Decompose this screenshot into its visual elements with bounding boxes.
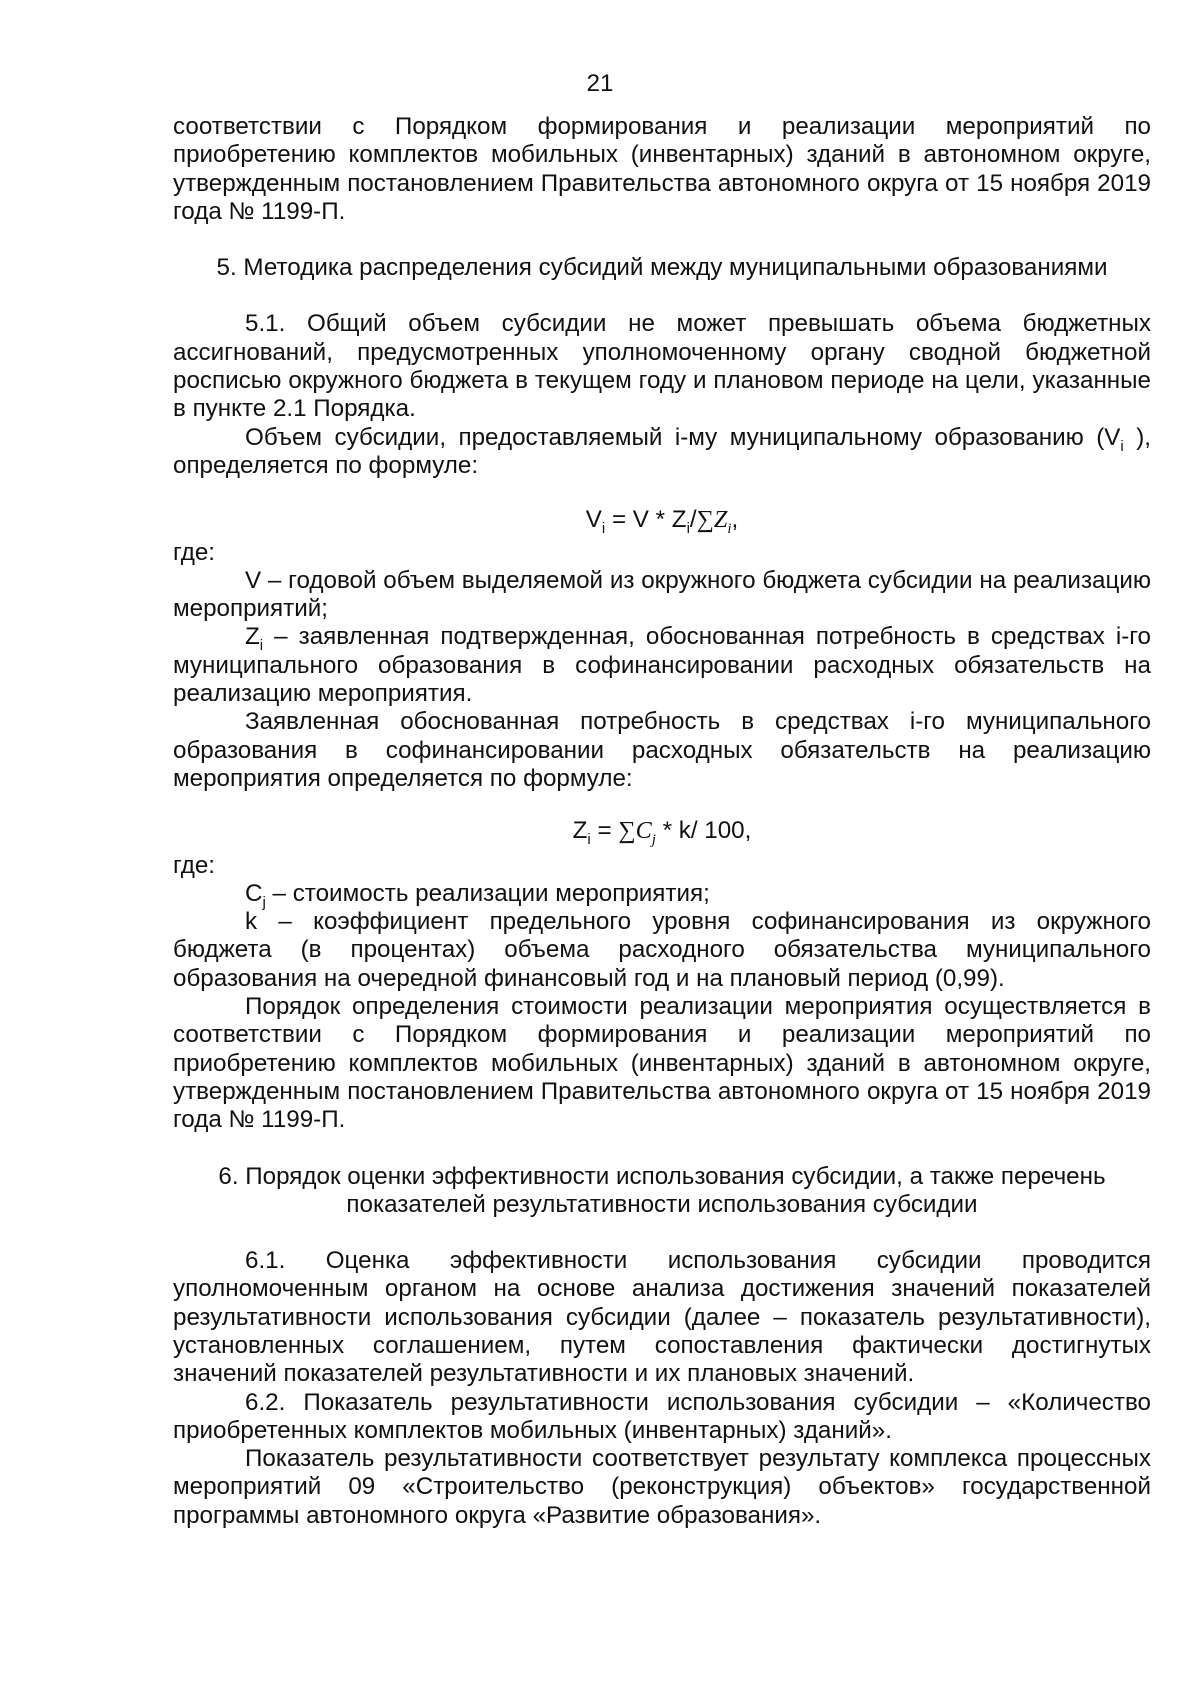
definition-v: V – годовой объем выделяемой из окружного бюджета субсидии на реализацию мероприятий; xyxy=(173,566,1151,623)
subscript: i xyxy=(1120,437,1124,455)
formula-v-sub: i xyxy=(601,520,606,538)
definition-k: k – коэффициент предельного уровня софинансирования из окружного бюджета (в процентах) объема расходного обязательства муниципального образования на очередной финансовый год и на плановый период (0,99). xyxy=(173,908,1151,992)
section-5-heading: 5. Методика распределения субсидий между муниципальными образованиями xyxy=(216,254,1108,282)
formula-z-sub: i xyxy=(686,520,690,538)
formula-mid: = V * Z xyxy=(605,506,687,534)
definition-c-symbol: C xyxy=(245,879,263,907)
section-5-1-paragraph: 5.1. Общий объем субсидии не может превышать объема бюджетных ассигнований, предусмотренных уполномоченному органу сводной бюджетной росписью окружного бюджета в текущем году и плановом периоде на цели, указанные в пункте 2.1 Порядка. xyxy=(173,310,1151,423)
formula-slash: / xyxy=(689,506,697,534)
subsidy-volume-text: Объем субсидии, предоставляемый i-му муниципальному образованию (V xyxy=(245,423,1121,451)
intro-paragraph: соответствии с Порядком формирования и реализации мероприятий по приобретению комплектов мобильных (инвентарных) зданий в автономном округе, утвержденным постановлением Правительства автономного округа от 15 ноября 2019 года № 1199-П. xyxy=(173,113,1151,225)
formula-v: V xyxy=(585,506,602,534)
formula2-c: C xyxy=(635,817,652,845)
where-label-2: где: xyxy=(173,851,216,879)
definition-zi xyxy=(173,623,1151,708)
indicator-paragraph: Показатель результативности соответствует результату комплекса процессных мероприятий 09 «Строительство (реконструкция) объектов» государственной программы автономного округа «Развитие образования». xyxy=(173,1445,1151,1529)
definition-c-sub: j xyxy=(262,893,266,911)
formula2-z-sub: i xyxy=(587,831,591,849)
subsidy-volume-paragraph xyxy=(173,424,1151,481)
formula-zi-sub: i xyxy=(727,521,732,538)
formula2-z: Z xyxy=(572,817,588,845)
need-paragraph: Заявленная обоснованная потребность в средствах i-го муниципального образования в софинансировании расходных обязательств на реализацию мероприятия определяется по формуле: xyxy=(173,708,1151,792)
formula2-c-sub: j xyxy=(651,832,656,849)
formula2-eq: = xyxy=(590,817,619,845)
formula-zi-calc xyxy=(173,817,1151,849)
sum-symbol: ∑ xyxy=(618,817,636,845)
formula-zi: Z xyxy=(713,506,728,534)
section-6-2-paragraph: 6.2. Показатель результативности использования субсидии – «Количество приобретенных комплектов мобильных (инвентарных) зданий». xyxy=(173,1388,1151,1444)
formula-vi xyxy=(173,506,1151,538)
definition-z-text: – заявленная подтвержденная, обоснованная потребность в средствах i-го муниципального образования в софинансировании расходных обязательств на реализацию мероприятия. xyxy=(173,623,1151,708)
cost-procedure-paragraph: Порядок определения стоимости реализации мероприятия осуществляется в соответствии с Порядком формирования и реализации мероприятий по приобретению комплектов мобильных (инвентарных) зданий в автономном округе, утвержденным постановлением Правительства автономного округа от 15 ноября 2019 года № 1199-П. xyxy=(173,993,1151,1134)
sum-symbol: ∑ xyxy=(696,506,714,534)
definition-c-text: – стоимость реализации мероприятия; xyxy=(265,879,710,907)
definition-cj xyxy=(173,879,1151,911)
definition-z-symbol: Z xyxy=(245,623,260,651)
section-6-heading-line-2: показателей результативности использования субсидии xyxy=(346,1190,978,1218)
page-content xyxy=(173,113,1151,1530)
subsidy-volume-text-end: ), определяется по формуле: xyxy=(173,423,1151,479)
where-label-1: где: xyxy=(173,538,216,566)
formula-tail: , xyxy=(731,506,739,534)
formula2-tail: * k/ 100, xyxy=(655,817,752,845)
page-number: 21 xyxy=(586,70,614,97)
section-6-heading-line-1: 6. Порядок оценки эффективности использования субсидии, а также перечень xyxy=(218,1162,1106,1190)
section-6-1-paragraph: 6.1. Оценка эффективности использования субсидии проводится уполномоченным органом на основе анализа достижения значений показателей результативности использования субсидии (далее – показатель результативности), установленных соглашением, путем сопоставления фактически достигнутых значений показателей результативности и их плановых значений. xyxy=(173,1247,1151,1388)
definition-z-sub: i xyxy=(259,637,264,655)
